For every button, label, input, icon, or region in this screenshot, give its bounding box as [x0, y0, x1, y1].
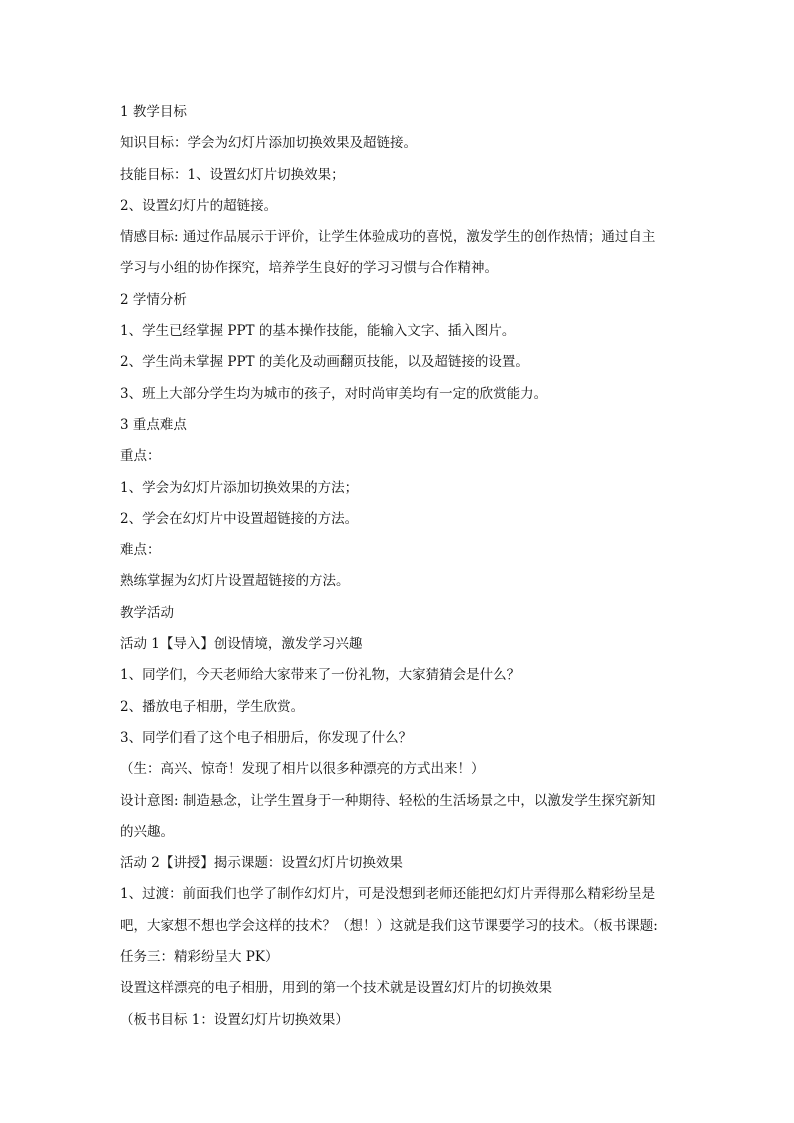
paragraph-analysis-1: 1、学生已经掌握 PPT 的基本操作技能，能输入文字、插入图片。: [120, 323, 516, 340]
paragraph-analysis-3: 3、班上大部分学生均为城市的孩子，对时尚审美均有一定的欣赏能力。: [120, 385, 548, 402]
paragraph-emotion-goal: 情感目标: 通过作品展示于评价，让学生体验成功的喜悦，激发学生的创作热情；通过自主: [120, 229, 656, 246]
activity-2-title: 活动 2【讲授】揭示课题：设置幻灯片切换效果: [120, 855, 403, 872]
section-heading-activities: 教学活动: [120, 604, 174, 621]
activity-1-student-response: （生：高兴、惊奇！发现了相片以很多种漂亮的方式出来！）: [120, 761, 485, 778]
paragraph-emotion-goal-cont: 学习与小组的协作探究，培养学生良好的学习习惯与合作精神。: [120, 260, 498, 277]
activity-1-title: 活动 1【导入】创设情境，激发学习兴趣: [120, 636, 363, 653]
label-difficulties: 难点：: [120, 542, 161, 559]
section-heading-analysis: 2 学情分析: [120, 291, 187, 308]
document-body: [120, 101, 680, 1040]
paragraph-difficulty: 熟练掌握为幻灯片设置超链接的方法。: [120, 573, 350, 590]
label-key-points: 重点：: [120, 448, 161, 465]
activity-2-paragraph: 设置这样漂亮的电子相册，用到的第一个技术就是设置幻灯片的切换效果: [120, 980, 552, 997]
activity-2-step-1: 1、过渡：前面我们也学了制作幻灯片，可是没想到老师还能把幻灯片弄得那么精彩纷呈是: [120, 886, 656, 903]
activity-1-step-1: 1、同学们，今天老师给大家带来了一份礼物，大家猜猜会是什么？: [120, 667, 521, 684]
activity-2-board-note: （板书目标 1：设置幻灯片切换效果）: [120, 1011, 349, 1028]
section-heading-objectives: 1 教学目标: [120, 104, 187, 120]
activity-2-step-1-cont-2: 任务三：精彩纷呈大 PK）: [120, 949, 279, 966]
section-heading-key-points: 3 重点难点: [120, 416, 187, 433]
paragraph-knowledge-goal: 知识目标：学会为幻灯片添加切换效果及超链接。: [120, 135, 417, 152]
paragraph-skill-goal-2: 2、设置幻灯片的超链接。: [120, 197, 278, 214]
activity-1-design-intent: 设计意图: 制造悬念，让学生置身于一种期待、轻松的生活场景之中，以激发学生探究新知: [120, 792, 656, 809]
paragraph-analysis-2: 2、学生尚未掌握 PPT 的美化及动画翻页技能，以及超链接的设置。: [120, 354, 529, 371]
activity-1-design-intent-cont: 的兴趣。: [120, 823, 174, 840]
activity-2-step-1-cont: 吧，大家想不想也学会这样的技术？（想！）这就是我们这节课要学习的技术。（板书课题:: [120, 917, 658, 934]
paragraph-key-point-2: 2、学会在幻灯片中设置超链接的方法。: [120, 510, 359, 527]
activity-1-step-3: 3、同学们看了这个电子相册后，你发现了什么？: [120, 729, 413, 746]
paragraph-key-point-1: 1、学会为幻灯片添加切换效果的方法；: [120, 479, 359, 496]
paragraph-skill-goal: 技能目标：1、设置幻灯片切换效果；: [120, 166, 345, 183]
activity-1-step-2: 2、播放电子相册，学生欣赏。: [120, 698, 305, 715]
